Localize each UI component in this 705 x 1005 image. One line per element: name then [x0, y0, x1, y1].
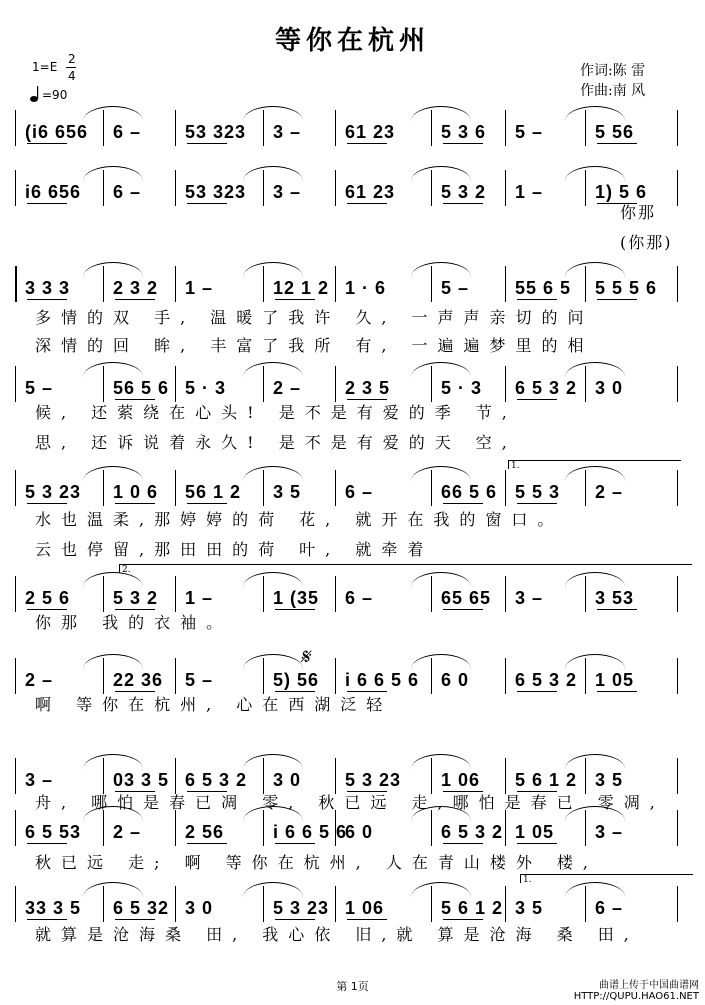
slur-arc	[243, 882, 303, 897]
beam-line	[115, 503, 155, 504]
barline	[335, 110, 336, 146]
slur-arc	[243, 754, 303, 769]
slur-arc	[243, 166, 303, 181]
barline	[175, 366, 176, 402]
beam-line	[187, 143, 227, 144]
measure-notes: 2 –	[113, 822, 142, 842]
slur-arc	[565, 106, 625, 121]
slur-arc	[83, 466, 143, 481]
barline	[677, 470, 678, 506]
measure-notes: 3 –	[273, 122, 302, 142]
slur-arc	[411, 106, 471, 121]
measure-notes: 5 –	[515, 122, 544, 142]
measure-notes: 5 56	[595, 122, 635, 142]
barline	[677, 266, 678, 302]
barline	[677, 810, 678, 846]
beam-line	[275, 919, 315, 920]
beam-line	[27, 143, 67, 144]
tempo: =90	[42, 88, 68, 102]
barline	[677, 576, 678, 612]
lyric-line: 水也温柔,那婷婷的荷 花, 就开在我的窗口。	[35, 510, 564, 529]
slur-arc	[83, 362, 143, 377]
beam-line	[27, 299, 67, 300]
barline	[505, 886, 506, 922]
measure-notes: 56 5 6	[113, 378, 170, 398]
measure-notes: 6 0	[441, 670, 470, 690]
measure-notes: 5 3 2	[441, 182, 487, 202]
measure-notes: 3 0	[595, 378, 624, 398]
measure-notes: 1 –	[185, 278, 214, 298]
slur-arc	[83, 654, 143, 669]
barline	[15, 366, 16, 402]
beam-line	[27, 843, 67, 844]
time-denominator: 4	[68, 69, 76, 83]
lyric-line: 啊 等你在杭州, 心在西湖泛轻	[35, 695, 393, 714]
measure-notes: 5 3 2	[113, 588, 159, 608]
measure-notes: 2 3 5	[345, 378, 391, 398]
barline	[677, 110, 678, 146]
measure-notes: 5 6 1 2	[441, 898, 504, 918]
slur-arc	[83, 262, 143, 277]
site-url: HTTP://QUPU.HAO61.NET	[573, 991, 699, 1002]
measure-notes: 2 –	[25, 670, 54, 690]
slur-arc	[565, 166, 625, 181]
barline	[677, 758, 678, 794]
slur-arc	[83, 166, 143, 181]
measure-notes: 53 323	[185, 122, 247, 142]
beam-line	[517, 691, 557, 692]
lyric-line: 云也停留,那田田的荷 叶, 就牵着	[35, 540, 434, 559]
measure-notes: 5 3 23	[345, 770, 402, 790]
beam-line	[347, 919, 387, 920]
slur-arc	[243, 466, 303, 481]
lyric-line: 思, 还诉说着永久! 是不是有爱的天 空,	[35, 433, 517, 452]
slur-arc	[411, 882, 471, 897]
barline	[335, 886, 336, 922]
barline	[505, 810, 506, 846]
measure-notes: i 6 6 5 6	[273, 822, 348, 842]
beam-line	[275, 299, 315, 300]
measure-notes: 5) 56	[273, 670, 320, 690]
measure-notes: 55 6 5	[515, 278, 572, 298]
measure-notes: 3 –	[273, 182, 302, 202]
beam-line	[597, 691, 637, 692]
measure-notes: 1) 5 6	[595, 182, 648, 202]
measure-notes: 5 6 1 2	[515, 770, 578, 790]
beam-line	[517, 299, 557, 300]
measure-notes: 66 5 6	[441, 482, 498, 502]
measure-notes: (i6 656	[25, 122, 89, 142]
measure-notes: 6 5 3 2	[441, 822, 504, 842]
volta-bracket-first: 1.	[508, 460, 681, 469]
measure-notes: 6 0	[345, 822, 374, 842]
measure-notes: 03 3 5	[113, 770, 170, 790]
barline	[15, 170, 16, 206]
barline	[677, 886, 678, 922]
measure-notes: 65 65	[441, 588, 492, 608]
measure-notes: 56 1 2	[185, 482, 242, 502]
measure-notes: 2 –	[595, 482, 624, 502]
measure-notes: 3 –	[595, 822, 624, 842]
barline	[15, 110, 16, 146]
measure-notes: 6 5 3 2	[185, 770, 248, 790]
site-credit	[574, 980, 699, 1002]
beam-line	[27, 203, 67, 204]
slur-arc	[565, 654, 625, 669]
barline	[505, 576, 506, 612]
slur-arc	[243, 572, 303, 587]
beam-line	[597, 299, 637, 300]
barline	[175, 810, 176, 846]
measure-notes: 1 05	[595, 670, 635, 690]
barline	[677, 658, 678, 694]
measure-notes: 3 –	[515, 588, 544, 608]
key-signature: 1=E	[32, 60, 58, 74]
measure-notes: 5 3 23	[25, 482, 82, 502]
slur-arc	[565, 754, 625, 769]
measure-notes: 1 –	[515, 182, 544, 202]
beam-line	[443, 143, 483, 144]
barline	[175, 266, 176, 302]
beam-line	[27, 919, 67, 920]
lyric-line: 就算是沧海桑 田, 我心依 旧,就 算是沧海 桑 田,	[35, 925, 639, 944]
slur-arc	[411, 754, 471, 769]
beam-line	[517, 399, 557, 400]
barline	[15, 758, 16, 794]
measure-notes: 5 · 3	[441, 378, 483, 398]
measure-notes: 33 3 5	[25, 898, 82, 918]
measure-notes: 6 5 53	[25, 822, 82, 842]
measure-notes: 3 0	[273, 770, 302, 790]
barline	[175, 470, 176, 506]
slur-arc	[411, 654, 471, 669]
barline	[15, 810, 16, 846]
beam-line	[347, 203, 387, 204]
slur-arc	[565, 882, 625, 897]
measure-notes: 1 0 6	[113, 482, 159, 502]
beam-line	[275, 609, 315, 610]
barline	[335, 658, 336, 694]
barline	[335, 758, 336, 794]
barline	[175, 658, 176, 694]
slur-arc	[243, 106, 303, 121]
slur-arc	[411, 362, 471, 377]
slur-arc	[565, 262, 625, 277]
beam-line	[443, 919, 483, 920]
barline	[677, 366, 678, 402]
measure-notes: 5 3 23	[273, 898, 330, 918]
measure-notes: 53 323	[185, 182, 247, 202]
page-number: 第 1页	[336, 980, 369, 993]
barline	[505, 110, 506, 146]
measure-notes: 2 56	[185, 822, 225, 842]
measure-notes: i6 656	[25, 182, 82, 202]
measure-notes: 6 –	[345, 482, 374, 502]
measure-notes: 1 · 6	[345, 278, 387, 298]
measure-notes: 5 –	[441, 278, 470, 298]
measure-notes: 3 5	[595, 770, 624, 790]
slur-arc	[411, 166, 471, 181]
slur-arc	[83, 572, 143, 587]
time-numerator: 2	[68, 52, 76, 66]
beam-line	[275, 843, 315, 844]
barline	[15, 576, 16, 612]
beam-line	[347, 143, 387, 144]
lyric-line: 深情的回 眸, 丰富了我所 有, 一遍遍梦里的相	[35, 336, 594, 355]
slur-arc	[565, 362, 625, 377]
time-divider	[66, 67, 76, 68]
measure-notes: 22 36	[113, 670, 164, 690]
measure-notes: 6 5 32	[113, 898, 170, 918]
measure-notes: 6 –	[595, 898, 624, 918]
measure-notes: 3 5	[515, 898, 544, 918]
measure-notes: 5 5 5 6	[595, 278, 658, 298]
beam-line	[187, 503, 227, 504]
barline	[175, 110, 176, 146]
slur-arc	[83, 106, 143, 121]
measure-notes: 6 5 3 2	[515, 670, 578, 690]
barline	[175, 758, 176, 794]
barline	[15, 470, 16, 506]
measure-notes: 1 05	[515, 822, 555, 842]
slur-arc	[243, 654, 303, 669]
slur-arc	[411, 262, 471, 277]
slur-arc	[243, 262, 303, 277]
site-name: 曲谱上传于中国曲谱网	[599, 980, 699, 991]
barline	[505, 470, 506, 506]
measure-notes: 5 –	[185, 670, 214, 690]
lyric-line: 舟, 哪怕是春已凋 零, 秋已远 走,哪怕是春已 零凋,	[35, 793, 665, 812]
barline	[505, 366, 506, 402]
beam-line	[443, 609, 483, 610]
barline	[175, 170, 176, 206]
slur-arc	[411, 572, 471, 587]
measure-notes: 3 53	[595, 588, 635, 608]
lyric-line: 多情的双 手, 温暖了我许 久, 一声声亲切的问	[35, 308, 594, 327]
beam-line	[115, 919, 155, 920]
barline	[335, 366, 336, 402]
beam-line	[517, 503, 557, 504]
barline	[15, 266, 17, 302]
segno-icon: 𝄋	[300, 645, 310, 670]
measure-notes: 3 0	[185, 898, 214, 918]
measure-notes: 61 23	[345, 182, 396, 202]
barline	[505, 758, 506, 794]
beam-line	[187, 203, 227, 204]
beam-line	[187, 843, 227, 844]
beam-line	[27, 503, 67, 504]
volta-bracket: 2.	[119, 564, 692, 573]
measure-notes: 5 5 3	[515, 482, 561, 502]
slur-arc	[565, 572, 625, 587]
measure-notes: 6 5 3 2	[515, 378, 578, 398]
slur-arc	[243, 362, 303, 377]
barline	[335, 266, 336, 302]
barline	[175, 576, 176, 612]
slur-arc	[83, 754, 143, 769]
beam-line	[443, 843, 483, 844]
beam-line	[115, 299, 155, 300]
barline	[15, 658, 16, 694]
beam-line	[517, 843, 557, 844]
lyric-line: 秋已远 走; 啊 等你在杭州, 人在青山楼外 楼,	[35, 853, 598, 872]
lyric-line: 你那 我的衣袖。	[35, 613, 233, 632]
measure-notes: 5 –	[25, 378, 54, 398]
measure-notes: 2 –	[273, 378, 302, 398]
barline	[505, 658, 506, 694]
barline	[335, 576, 336, 612]
composer: 作曲:南 风	[580, 83, 646, 99]
measure-notes: 6 –	[113, 182, 142, 202]
page-title: 等你在杭州	[274, 26, 430, 56]
measure-notes: 5 · 3	[185, 378, 227, 398]
quarter-note-icon	[30, 86, 40, 106]
measure-notes: 1 (35	[273, 588, 320, 608]
beam-line	[443, 503, 483, 504]
measure-notes: 12 1 2	[273, 278, 330, 298]
measure-notes: 1 06	[441, 770, 481, 790]
measure-notes: 3 3 3	[25, 278, 71, 298]
measure-notes: i 6 6 5 6	[345, 670, 420, 690]
measure-notes: 3 –	[25, 770, 54, 790]
barline	[677, 170, 678, 206]
barline	[335, 170, 336, 206]
measure-notes: 2 5 6	[25, 588, 71, 608]
barline	[505, 170, 506, 206]
barline	[15, 886, 16, 922]
slur-arc	[411, 466, 471, 481]
slur-arc	[83, 882, 143, 897]
measure-notes: 1 06	[345, 898, 385, 918]
lyric-line: 候, 还萦绕在心头! 是不是有爱的季 节,	[35, 403, 517, 422]
lyricist: 作词:陈 雷	[580, 63, 646, 79]
measure-notes: 2 3 2	[113, 278, 159, 298]
lyric-line: (你那)	[620, 233, 673, 252]
measure-notes: 3 5	[273, 482, 302, 502]
barline	[175, 886, 176, 922]
beam-line	[597, 609, 637, 610]
beam-line	[443, 203, 483, 204]
measure-notes: 61 23	[345, 122, 396, 142]
volta-bracket: 1.	[520, 874, 693, 883]
barline	[335, 470, 336, 506]
lyric-line: 你那	[620, 203, 657, 222]
beam-line	[597, 143, 637, 144]
measure-notes: 1 –	[185, 588, 214, 608]
barline	[505, 266, 506, 302]
measure-notes: 6 –	[345, 588, 374, 608]
measure-notes: 5 3 6	[441, 122, 487, 142]
measure-notes: 6 –	[113, 122, 142, 142]
